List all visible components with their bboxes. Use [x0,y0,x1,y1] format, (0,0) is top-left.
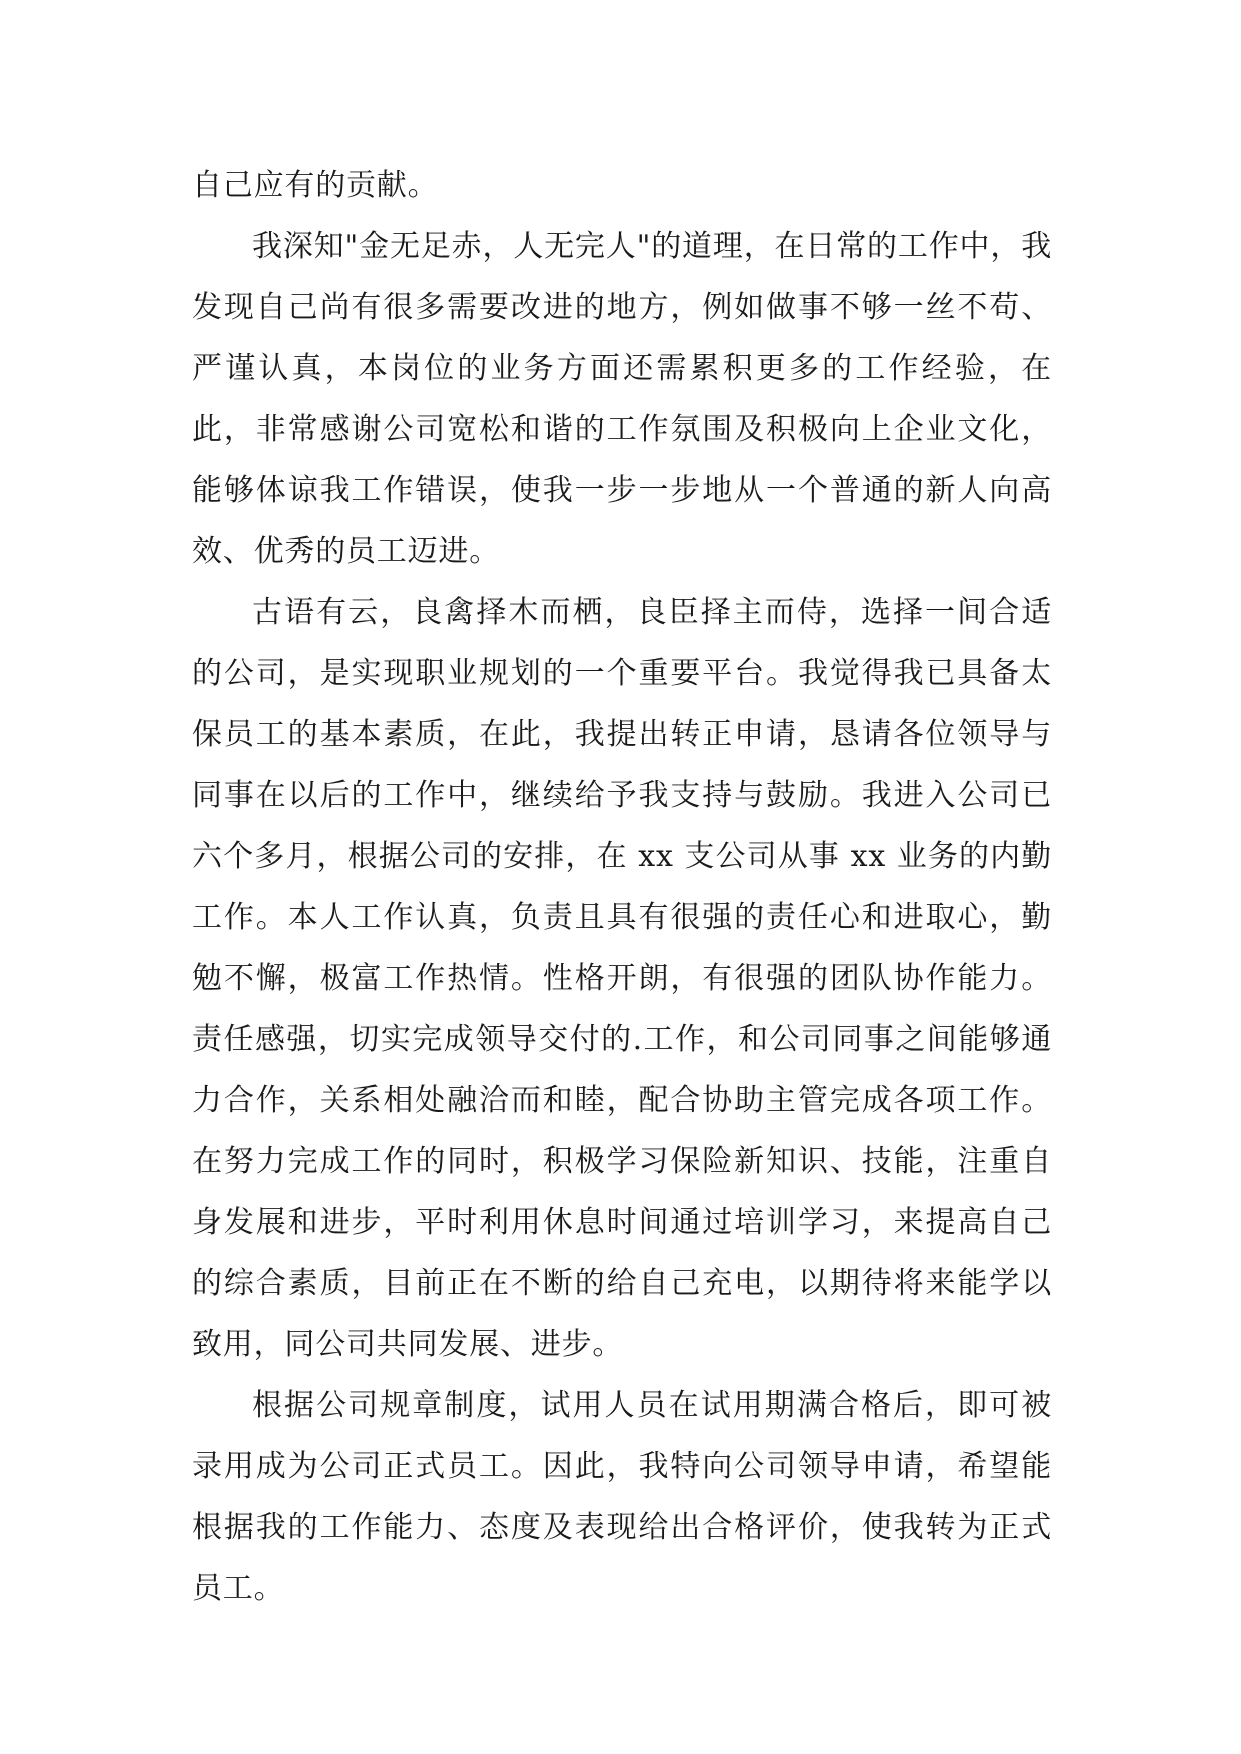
paragraph-self-improvement: 我深知"金无足赤，人无完人"的道理，在日常的工作中，我发现自己尚有很多需要改进的地方，例如做事不够一丝不苟、严谨认真，本岗位的业务方面还需累积更多的工作经验，在此，非常感谢公司宽松和谐的工作氛围及积极向上企业文化，能够体谅我工作错误，使我一步一步地从一个普通的新人向高效、优秀的员工迈进。 [192,229,1052,569]
document-page [192,155,1052,1619]
paragraph-request: 根据公司规章制度，试用人员在试用期满合格后，即可被录用成为公司正式员工。因此，我特向公司领导申请，希望能根据我的工作能力、态度及表现给出合格评价，使我转为正式员工。 [192,1388,1052,1606]
paragraph-continuation: 自己应有的贡献。 [192,168,439,203]
paragraph-application: 古语有云，良禽择木而栖，良臣择主而侍，选择一间合适的公司，是实现职业规划的一个重要平台。我觉得我已具备太保员工的基本素质，在此，我提出转正申请，恳请各位领导与同事在以后的工作中，继续给予我支持与鼓励。我进入公司已六个多月，根据公司的安排，在 xx 支公司从事 xx 业务的内勤工作。本人工作认真，负责且具有很强的责任心和进取心，勤勉不懈，极富工作热情。性格开朗，有很强的团队协作能力。责任感强，切实完成领导交付的.工作，和公司同事之间能够通力合作，关系相处融洽而和睦，配合协助主管完成各项工作。在努力完成工作的同时，积极学习保险新知识、技能，注重自身发展和进步，平时利用休息时间通过培训学习，来提高自己的综合素质，目前正在不断的给自己充电，以期待将来能学以致用，同公司共同发展、进步。 [192,595,1052,1362]
